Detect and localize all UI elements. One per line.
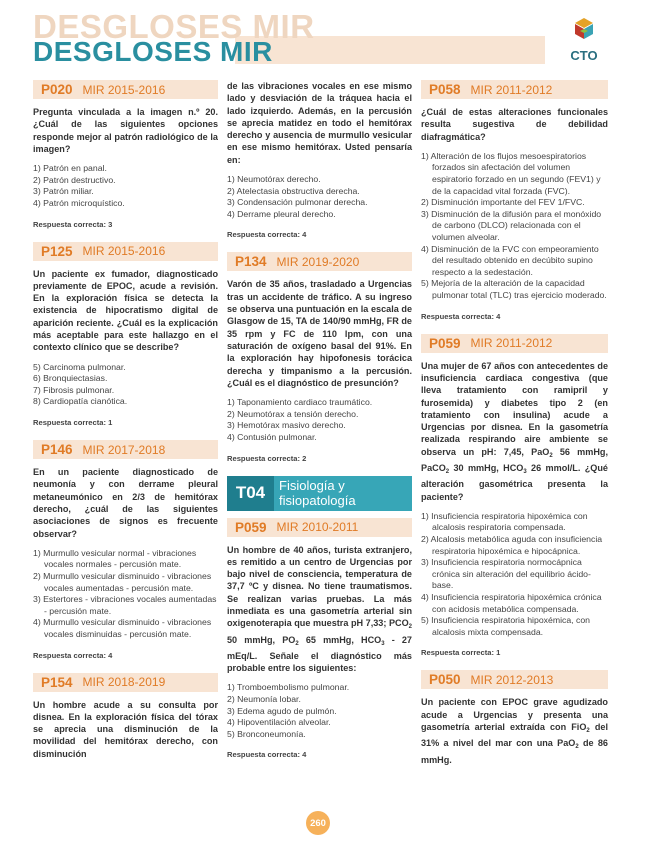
question-header xyxy=(227,252,412,271)
question-code: P020 xyxy=(41,82,73,97)
option: 1) Insuficiencia respiratoria hipoxémica con alcalosis respiratoria compensada. xyxy=(421,510,588,533)
option: 4) Hipoventilación alveolar. xyxy=(227,717,331,728)
question-text: Varón de 35 años, trasladado a Urgencias tras un accidente de tráfico. A su ingreso se observa una puntuación en la escala de Glasgow de 15, TA de 140/90 mmHg, FR de 35 rpm y FC de 110 lpm, con una saturación de oxígeno basal del 91%. En la exploración hay hipofonesis torácica derecha y timpanismo a la percusión. ¿Cuál es el diagnóstico de presunción? xyxy=(227,279,412,388)
correct-answer: Respuesta correcta: 1 xyxy=(421,648,501,658)
logo-text: CTO xyxy=(570,48,598,63)
question-source: MIR 2012-2013 xyxy=(470,672,554,687)
option: 8) Cardiopatía cianótica. xyxy=(33,396,128,407)
question-header xyxy=(33,673,218,692)
options-list xyxy=(33,163,218,209)
question-header xyxy=(421,80,608,99)
question-source: MIR 2019-2020 xyxy=(276,254,360,269)
option: 1) Murmullo vesicular normal - vibraciones vocales normales - percusión mate. xyxy=(33,547,197,570)
correct-answer: Respuesta correcta: 4 xyxy=(227,230,307,240)
question-source: MIR 2017-2018 xyxy=(82,442,166,457)
option: 1) Patrón en panal. xyxy=(33,163,107,174)
option: 5) Carcinoma pulmonar. xyxy=(33,361,126,372)
question-source: MIR 2011-2012 xyxy=(470,82,553,97)
header-title: DESGLOSES MIR xyxy=(33,36,273,67)
option: 1) Neumotórax derecho. xyxy=(227,174,321,185)
option: 3) Estertores - vibraciones vocales aumentadas - percusión mate. xyxy=(33,594,217,616)
question-header xyxy=(227,518,412,537)
options-list xyxy=(33,362,218,408)
question-source: MIR 2010-2011 xyxy=(276,520,359,534)
question-code: P146 xyxy=(41,442,73,458)
cto-logo xyxy=(562,15,606,63)
question-code: P125 xyxy=(41,243,73,259)
question-code: P154 xyxy=(41,674,73,690)
question-text-continued: de las vibraciones vocales en ese mismo lado y desviación de la tráquea hacia el lado izquierdo. Además, en la percusión se aprecia matidez en todo el hemitórax derecho y ausencia de murmullo vesicular en ese mismo hemitórax. Usted pensaría en: xyxy=(227,81,412,165)
option: 4) Contusión pulmonar. xyxy=(227,431,317,442)
question-source: MIR 2011-2012 xyxy=(470,336,553,351)
option: 5) Bronconeumonía. xyxy=(227,728,306,739)
option: 2) Neumotórax a tensión derecho. xyxy=(227,408,359,419)
option: 3) Insuficiencia respiratoria normocápnica crónica sin alteración del equilibrio ácido-base. xyxy=(421,557,591,591)
option: 3) Patrón miliar. xyxy=(33,186,94,197)
column-3 xyxy=(421,80,608,766)
topic-banner xyxy=(227,476,412,511)
option: 1) Tromboembolismo pulmonar. xyxy=(227,682,350,693)
question-code: P050 xyxy=(429,672,461,688)
question-code: P059 xyxy=(429,335,461,351)
options-list xyxy=(421,511,608,639)
question-header xyxy=(33,440,218,459)
question-header xyxy=(33,80,218,99)
correct-answer: Respuesta correcta: 2 xyxy=(227,453,307,463)
correct-answer: Respuesta correcta: 3 xyxy=(33,219,113,229)
option: 4) Patrón microquístico. xyxy=(33,197,125,208)
question-text: ¿Cuál de estas alteraciones funcionales resulta sugestiva de debilidad diafragmática? xyxy=(421,107,608,142)
option: 1) Alteración de los flujos mesoespiratorios forzados sin afectación del volumen espiratorio forzado en un segundo (FEV1) y de la capacidad vital forzada (FVC). xyxy=(421,150,601,196)
question-source: MIR 2015-2016 xyxy=(82,82,166,97)
option: 2) Patrón destructivo. xyxy=(33,174,116,185)
option: 3) Hemotórax masivo derecho. xyxy=(227,420,346,431)
page-number: 260 xyxy=(306,811,330,835)
option: 7) Fibrosis pulmonar. xyxy=(33,384,115,395)
question-text: En un paciente diagnosticado de neumonía y con derrame pleural metaneumónico en 2/3 de hemitórax derecho, ¿cuál de las siguientes asociaciones de signos es frecuente observar? xyxy=(33,467,218,539)
option: 4) Disminución de la FVC con empeoramiento del resultado obtenido en decúbito supino respecto a la sedestación. xyxy=(421,243,599,277)
options-list xyxy=(227,682,412,740)
options-list xyxy=(421,151,608,302)
correct-answer: Respuesta correcta: 4 xyxy=(33,650,113,660)
option: 5) Mejoría de la alteración de la capacidad pulmonar total (TLC) tras ejercicio moderado. xyxy=(421,278,607,301)
option: 2) Alcalosis metabólica aguda con insuficiencia respiratoria hipoxémica e hipocápnica. xyxy=(421,534,603,556)
column-1 xyxy=(33,80,218,760)
topic-code: T04 xyxy=(227,476,274,511)
question-source: MIR 2018-2019 xyxy=(82,675,166,690)
correct-answer: Respuesta correcta: 4 xyxy=(227,750,307,760)
option: 2) Atelectasia obstructiva derecha. xyxy=(227,185,360,196)
question-code: P059 xyxy=(235,519,267,535)
correct-answer: Respuesta correcta: 4 xyxy=(421,311,501,321)
question-header xyxy=(421,334,608,353)
correct-answer: Respuesta correcta: 1 xyxy=(33,418,113,428)
option: 3) Disminución de la difusión para el monóxido de carbono (DLCO) relacionada con el volumen alveolar. xyxy=(421,208,602,243)
question-text: Un paciente ex fumador, diagnosticado previamente de EPOC, acude a revisión. En la exploración física se detecta la existencia de hipocratismo digital de aparición reciente. ¿Cuál es la explicación más aceptable para este hallazgo en el contexto clínico que se describe? xyxy=(33,268,218,353)
option: 3) Edema agudo de pulmón. xyxy=(227,705,337,716)
question-header xyxy=(33,242,218,261)
options-list xyxy=(33,548,218,641)
header-ghost-title: DESGLOSES MIR xyxy=(33,8,315,45)
option: 4) Derrame pleural derecho. xyxy=(227,208,336,219)
topic-name: Fisiología y fisiopatología xyxy=(274,476,412,511)
question-header xyxy=(421,670,608,689)
page-header xyxy=(0,0,650,80)
options-list xyxy=(227,397,412,443)
question-code: P058 xyxy=(429,82,461,97)
option: 2) Disminución importante del FEV 1/FVC. xyxy=(421,197,585,208)
option: 2) Murmullo vesicular disminuido - vibraciones vocales aumentadas - percusión mate. xyxy=(33,570,212,593)
question-text: Una mujer de 67 años con antecedentes de insuficiencia cardiaca congestiva (que lleva tratamiento con ramipril y furosemida) y diabetes tipo 2 (en tratamiento con insulina) acude a Urgencias por disnea. En la gasometría realizada respirando aire ambiente se observa un pH: 7,45, PaO$_2$ 56 mmHg, PaCO$_2$ 30 mmHg, $HCO_3$ 26 mmol/L. ¿Qué alteración gasométrica presenta la paciente? xyxy=(421,360,608,502)
question-text: Un paciente con EPOC grave agudizado acude a Urgencias y presenta una gasometría arterial extraída con FiO$_2$ del 31% a nivel del mar con una PaO$_2$ de 86 mmHg. xyxy=(421,697,608,765)
question-text: Un hombre acude a su consulta por disnea. En la exploración física del tórax se aprecia una disminución de la movilidad del hemitórax derecho, con disminución xyxy=(33,699,218,759)
option: 2) Neumonía lobar. xyxy=(227,694,301,705)
option: 5) Insuficiencia respiratoria hipoxémica, con alcalosis mixta compensada. xyxy=(421,615,591,637)
question-source: MIR 2015-2016 xyxy=(82,244,166,259)
option: 1) Taponamiento cardiaco traumático. xyxy=(227,397,373,408)
question-text: Pregunta vinculada a la imagen n.º 20. ¿Cuál de las siguientes opciones responde mejor al patrón radiológico de la imagen? xyxy=(33,107,218,154)
option: 4) Murmullo vesicular disminuido - vibraciones vocales disminuidas - percusión mate. xyxy=(33,617,212,639)
option: 6) Bronquiectasias. xyxy=(33,373,108,384)
option: 3) Condensación pulmonar derecha. xyxy=(227,197,368,208)
logo-shapes-icon xyxy=(570,17,598,45)
question-code: P134 xyxy=(235,254,267,270)
option: 4) Insuficiencia respiratoria hipoxémica crónica con acidosis metabólica compensada. xyxy=(421,592,602,614)
options-list xyxy=(227,174,412,220)
column-2 xyxy=(227,80,412,759)
question-text: Un hombre de 40 años, turista extranjero, es remitido a un centro de Urgencias por bajo nivel de consciencia, temperatura de 37,7 ºC y disnea. No tiene traumatismos. Se realizan varias pruebas. La más inmediata es una gasometría arterial sin oxigenoterapia que muestra pH 7,33; $PCO_2$ 50 mmHg, $PO_2$ 65 mmHg, $HCO_3 - 27$ mEq/L. Señale el diagnóstico más probable entre los siguientes: xyxy=(227,544,412,674)
